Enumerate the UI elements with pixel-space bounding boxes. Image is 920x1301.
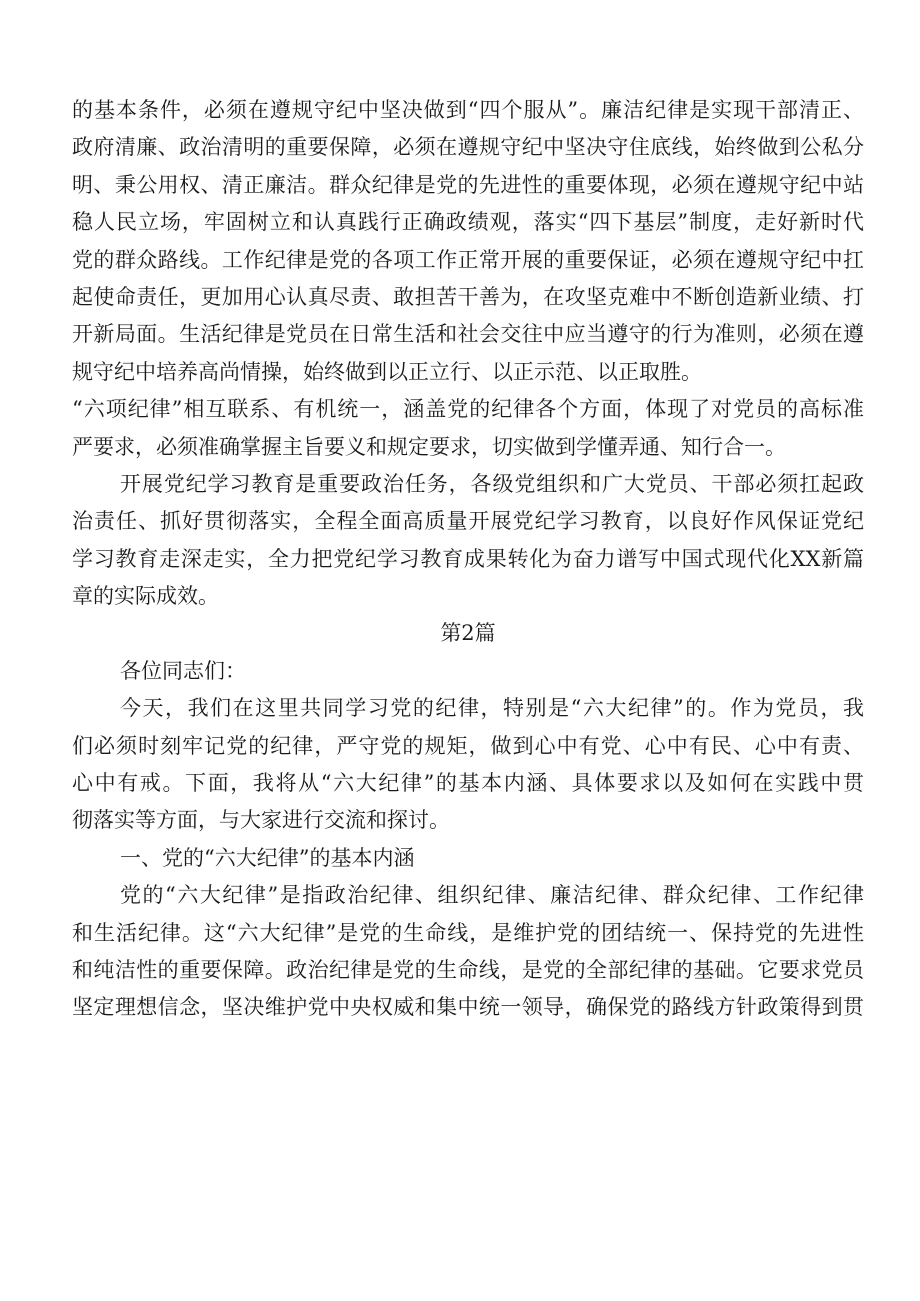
text-line: 规守纪中培养高尚情操，始终做到以正立行、以正示范、以正取胜。	[72, 359, 702, 384]
paragraph-discipline-requirements	[72, 92, 864, 391]
text-line: 的基本条件，必须在遵规守纪中坚决做到“四个服从”。廉洁纪律是实现干部清正、	[72, 98, 864, 122]
text-line: 稳人民立场，牢固树立和认真践行正确政绩观，落实“四下基层”制度，走好新时代	[72, 210, 864, 235]
heading-basic-connotation: 一、党的“六大纪律”的基本内涵	[120, 845, 415, 870]
text-line: 明、秉公用权、清正廉洁。群众纪律是党的先进性的重要体现，必须在遵规守纪中站	[72, 172, 864, 197]
paragraph-six-disciplines-definition	[72, 877, 864, 1027]
text-line: 们必须时刻牢记党的纪律，严守党的规矩，做到心中有党、心中有民、心中有责、	[72, 733, 864, 758]
text-line: 和纯洁性的重要保障。政治纪律是党的生命线，是党的全部纪律的基础。它要求党员	[72, 957, 864, 982]
text-line: 彻落实等方面，与大家进行交流和探讨。	[72, 808, 450, 833]
text-line: 严要求，必须准确掌握主旨要义和规定要求，切实做到学懂弄通、知行合一。	[72, 434, 786, 459]
text-line: 开展党纪学习教育是重要政治任务，各级党组织和广大党员、干部必须扛起政	[120, 471, 864, 496]
paragraph-education-task	[72, 466, 864, 616]
text-line: 政府清廉、政治清明的重要保障，必须在遵规守纪中坚决守住底线，始终做到公私分	[72, 135, 864, 160]
text-line: 心中有戒。下面，我将从“六大纪律”的基本内涵、具体要求以及如何在实践中贯	[72, 771, 864, 796]
text-line: 学习教育走深走实，全力把党纪学习教育成果转化为奋力谱写中国式现代化XX新篇	[72, 546, 864, 571]
text-line: 坚定理想信念，坚决维护党中央权威和集中统一领导，确保党的路线方针政策得到贯	[72, 995, 864, 1020]
paragraph-six-disciplines-unity	[72, 391, 864, 466]
text-line: 今天，我们在这里共同学习党的纪律，特别是“六大纪律”的。作为党员，我	[120, 696, 864, 721]
text-line: “六项纪律”相互联系、有机统一，涵盖党的纪律各个方面，体现了对党员的高标准	[72, 397, 864, 422]
text-line: 起使命责任，更加用心认真尽责、敢担苦干善为，在攻坚克难中不断创造新业绩、打	[72, 284, 864, 309]
greeting: 各位同志们：	[120, 658, 246, 683]
text-line: 开新局面。生活纪律是党员在日常生活和社会交往中应当遵守的行为准则，必须在遵	[72, 322, 864, 347]
text-line: 治责任、抓好贯彻落实，全程全面高质量开展党纪学习教育，以良好作风保证党纪	[72, 509, 864, 534]
text-line: 章的实际成效。	[72, 584, 219, 609]
text-line: 党的“六大纪律”是指政治纪律、组织纪律、廉洁纪律、群众纪律、工作纪律	[120, 883, 864, 908]
document-page	[72, 92, 864, 1027]
section-title: 第2篇	[440, 621, 496, 646]
paragraph-speech-intro	[72, 690, 864, 840]
text-line: 和生活纪律。这“六大纪律”是党的生命线，是维护党的团结统一、保持党的先进性	[72, 920, 864, 945]
text-line: 党的群众路线。工作纪律是党的各项工作正常开展的重要保证，必须在遵规守纪中扛	[72, 247, 864, 272]
